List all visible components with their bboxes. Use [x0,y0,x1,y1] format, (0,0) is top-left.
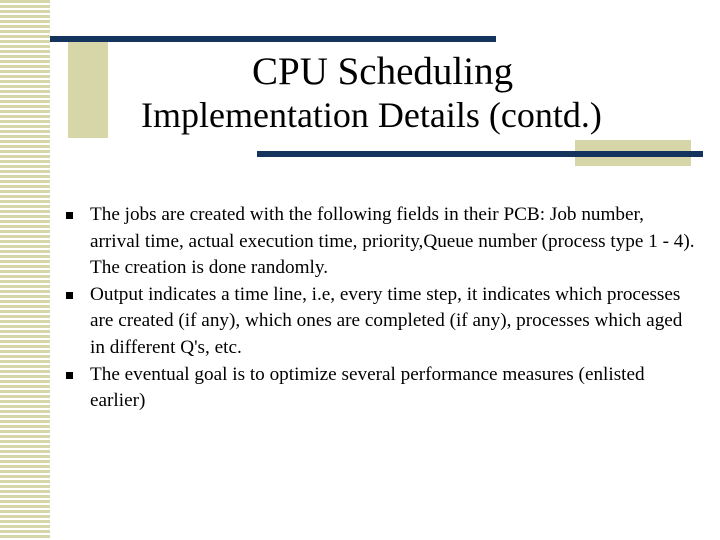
bullet-item [66,282,696,362]
left-stripe-decoration [0,0,50,540]
bullet-item [66,202,696,282]
square-bullet-icon [66,202,90,229]
square-bullet-icon [66,362,90,389]
slide-title-line-1: CPU Scheduling [252,50,514,93]
square-bullet-icon [66,282,90,309]
bullet-text: Output indicates a time line, i.e, every time step, it indicates which processes are created (if any), which ones are completed (if any), processes which aged in different Q's, etc. [90,283,683,358]
bullet-text: The jobs are created with the following fields in their PCB: Job number, arrival time, actual execution time, priority,Queue number (process type 1 - 4). The creation is done randomly. [90,204,695,279]
bullet-text: The eventual goal is to optimize several performance measures (enlisted earlier) [90,363,645,412]
title-rule-bottom [257,151,703,157]
bullet-item [66,362,696,415]
title-accent-block-left [68,40,108,138]
bullet-list [66,202,696,415]
title-rule-top [50,36,496,42]
slide-title-line-2: Implementation Details (contd.) [141,95,602,135]
